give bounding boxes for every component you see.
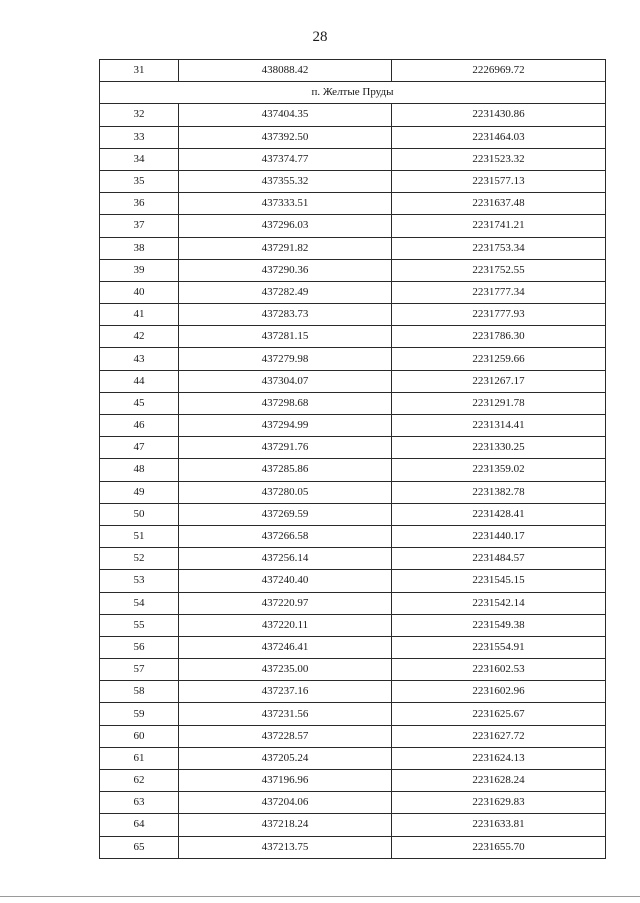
point-number-cell: 32 <box>100 104 179 126</box>
y-coordinate-cell: 2231624.13 <box>392 747 606 769</box>
table-row <box>100 747 606 769</box>
point-number-cell: 45 <box>100 392 179 414</box>
table-row <box>100 259 606 281</box>
table-row <box>100 592 606 614</box>
table-row <box>100 570 606 592</box>
y-coordinate-cell: 2231428.41 <box>392 503 606 525</box>
point-number-cell: 55 <box>100 614 179 636</box>
table-row <box>100 215 606 237</box>
table-row <box>100 370 606 392</box>
y-coordinate-cell: 2231267.17 <box>392 370 606 392</box>
y-coordinate-cell: 2231741.21 <box>392 215 606 237</box>
point-number-cell: 51 <box>100 525 179 547</box>
x-coordinate-cell: 437285.86 <box>179 459 392 481</box>
table-row <box>100 60 606 82</box>
point-number-cell: 62 <box>100 770 179 792</box>
y-coordinate-cell: 2231430.86 <box>392 104 606 126</box>
point-number-cell: 58 <box>100 681 179 703</box>
table-row <box>100 681 606 703</box>
point-number-cell: 36 <box>100 193 179 215</box>
point-number-cell: 40 <box>100 281 179 303</box>
x-coordinate-cell: 437205.24 <box>179 747 392 769</box>
point-number-cell: 42 <box>100 326 179 348</box>
x-coordinate-cell: 437291.76 <box>179 437 392 459</box>
x-coordinate-cell: 437220.97 <box>179 592 392 614</box>
x-coordinate-cell: 437196.96 <box>179 770 392 792</box>
point-number-cell: 37 <box>100 215 179 237</box>
table-row <box>100 392 606 414</box>
point-number-cell: 35 <box>100 170 179 192</box>
y-coordinate-cell: 2231628.24 <box>392 770 606 792</box>
table-row <box>100 659 606 681</box>
point-number-cell: 60 <box>100 725 179 747</box>
table-row <box>100 636 606 658</box>
page-number: 28 <box>312 29 328 45</box>
x-coordinate-cell: 437298.68 <box>179 392 392 414</box>
y-coordinate-cell: 2231542.14 <box>392 592 606 614</box>
table-row <box>100 348 606 370</box>
point-number-cell: 59 <box>100 703 179 725</box>
y-coordinate-cell: 2231753.34 <box>392 237 606 259</box>
point-number-cell: 31 <box>100 60 179 82</box>
bottom-rule <box>0 896 640 897</box>
table-row <box>100 459 606 481</box>
x-coordinate-cell: 437404.35 <box>179 104 392 126</box>
x-coordinate-cell: 437228.57 <box>179 725 392 747</box>
x-coordinate-cell: 437374.77 <box>179 148 392 170</box>
y-coordinate-cell: 2231655.70 <box>392 836 606 858</box>
table-row <box>100 237 606 259</box>
y-coordinate-cell: 2231291.78 <box>392 392 606 414</box>
y-coordinate-cell: 2231602.53 <box>392 659 606 681</box>
table-row <box>100 503 606 525</box>
point-number-cell: 53 <box>100 570 179 592</box>
point-number-cell: 54 <box>100 592 179 614</box>
table-row <box>100 304 606 326</box>
x-coordinate-cell: 437333.51 <box>179 193 392 215</box>
x-coordinate-cell: 437220.11 <box>179 614 392 636</box>
point-number-cell: 56 <box>100 636 179 658</box>
y-coordinate-cell: 2231752.55 <box>392 259 606 281</box>
table-row <box>100 415 606 437</box>
x-coordinate-cell: 437235.00 <box>179 659 392 681</box>
y-coordinate-cell: 2231464.03 <box>392 126 606 148</box>
y-coordinate-cell: 2231786.30 <box>392 326 606 348</box>
point-number-cell: 65 <box>100 836 179 858</box>
y-coordinate-cell: 2231554.91 <box>392 636 606 658</box>
table-row <box>100 703 606 725</box>
table-row <box>100 814 606 836</box>
y-coordinate-cell: 2231625.67 <box>392 703 606 725</box>
y-coordinate-cell: 2231545.15 <box>392 570 606 592</box>
x-coordinate-cell: 437213.75 <box>179 836 392 858</box>
y-coordinate-cell: 2231577.13 <box>392 170 606 192</box>
y-coordinate-cell: 2226969.72 <box>392 60 606 82</box>
table-row <box>100 326 606 348</box>
x-coordinate-cell: 437304.07 <box>179 370 392 392</box>
y-coordinate-cell: 2231627.72 <box>392 725 606 747</box>
x-coordinate-cell: 437294.99 <box>179 415 392 437</box>
point-number-cell: 41 <box>100 304 179 326</box>
point-number-cell: 34 <box>100 148 179 170</box>
x-coordinate-cell: 437281.15 <box>179 326 392 348</box>
point-number-cell: 63 <box>100 792 179 814</box>
x-coordinate-cell: 437204.06 <box>179 792 392 814</box>
x-coordinate-cell: 437290.36 <box>179 259 392 281</box>
table-row <box>100 126 606 148</box>
x-coordinate-cell: 437240.40 <box>179 570 392 592</box>
x-coordinate-cell: 437280.05 <box>179 481 392 503</box>
point-number-cell: 57 <box>100 659 179 681</box>
table-row <box>100 770 606 792</box>
x-coordinate-cell: 437256.14 <box>179 548 392 570</box>
x-coordinate-cell: 437237.16 <box>179 681 392 703</box>
x-coordinate-cell: 438088.42 <box>179 60 392 82</box>
table-row <box>100 525 606 547</box>
x-coordinate-cell: 437296.03 <box>179 215 392 237</box>
table-row <box>100 170 606 192</box>
point-number-cell: 39 <box>100 259 179 281</box>
y-coordinate-cell: 2231637.48 <box>392 193 606 215</box>
table-row <box>100 481 606 503</box>
y-coordinate-cell: 2231777.34 <box>392 281 606 303</box>
table-row <box>100 792 606 814</box>
y-coordinate-cell: 2231484.57 <box>392 548 606 570</box>
point-number-cell: 46 <box>100 415 179 437</box>
point-number-cell: 43 <box>100 348 179 370</box>
table-row <box>100 148 606 170</box>
table-row <box>100 836 606 858</box>
x-coordinate-cell: 437246.41 <box>179 636 392 658</box>
y-coordinate-cell: 2231382.78 <box>392 481 606 503</box>
section-header-row <box>100 82 606 104</box>
x-coordinate-cell: 437283.73 <box>179 304 392 326</box>
coordinates-table <box>99 59 606 859</box>
point-number-cell: 64 <box>100 814 179 836</box>
point-number-cell: 38 <box>100 237 179 259</box>
point-number-cell: 50 <box>100 503 179 525</box>
table-row <box>100 548 606 570</box>
y-coordinate-cell: 2231777.93 <box>392 304 606 326</box>
table-row <box>100 437 606 459</box>
y-coordinate-cell: 2231359.02 <box>392 459 606 481</box>
y-coordinate-cell: 2231523.32 <box>392 148 606 170</box>
x-coordinate-cell: 437279.98 <box>179 348 392 370</box>
x-coordinate-cell: 437392.50 <box>179 126 392 148</box>
x-coordinate-cell: 437231.56 <box>179 703 392 725</box>
y-coordinate-cell: 2231633.81 <box>392 814 606 836</box>
point-number-cell: 48 <box>100 459 179 481</box>
y-coordinate-cell: 2231549.38 <box>392 614 606 636</box>
x-coordinate-cell: 437269.59 <box>179 503 392 525</box>
table-row <box>100 104 606 126</box>
point-number-cell: 47 <box>100 437 179 459</box>
x-coordinate-cell: 437291.82 <box>179 237 392 259</box>
table-row <box>100 725 606 747</box>
y-coordinate-cell: 2231440.17 <box>392 525 606 547</box>
table-row <box>100 193 606 215</box>
y-coordinate-cell: 2231629.83 <box>392 792 606 814</box>
x-coordinate-cell: 437355.32 <box>179 170 392 192</box>
y-coordinate-cell: 2231330.25 <box>392 437 606 459</box>
table-row <box>100 614 606 636</box>
section-title: п. Желтые Пруды <box>100 82 606 104</box>
point-number-cell: 44 <box>100 370 179 392</box>
coordinates-table-body <box>100 60 606 859</box>
point-number-cell: 49 <box>100 481 179 503</box>
y-coordinate-cell: 2231602.96 <box>392 681 606 703</box>
y-coordinate-cell: 2231259.66 <box>392 348 606 370</box>
point-number-cell: 61 <box>100 747 179 769</box>
point-number-cell: 52 <box>100 548 179 570</box>
y-coordinate-cell: 2231314.41 <box>392 415 606 437</box>
x-coordinate-cell: 437282.49 <box>179 281 392 303</box>
x-coordinate-cell: 437266.58 <box>179 525 392 547</box>
x-coordinate-cell: 437218.24 <box>179 814 392 836</box>
table-row <box>100 281 606 303</box>
point-number-cell: 33 <box>100 126 179 148</box>
